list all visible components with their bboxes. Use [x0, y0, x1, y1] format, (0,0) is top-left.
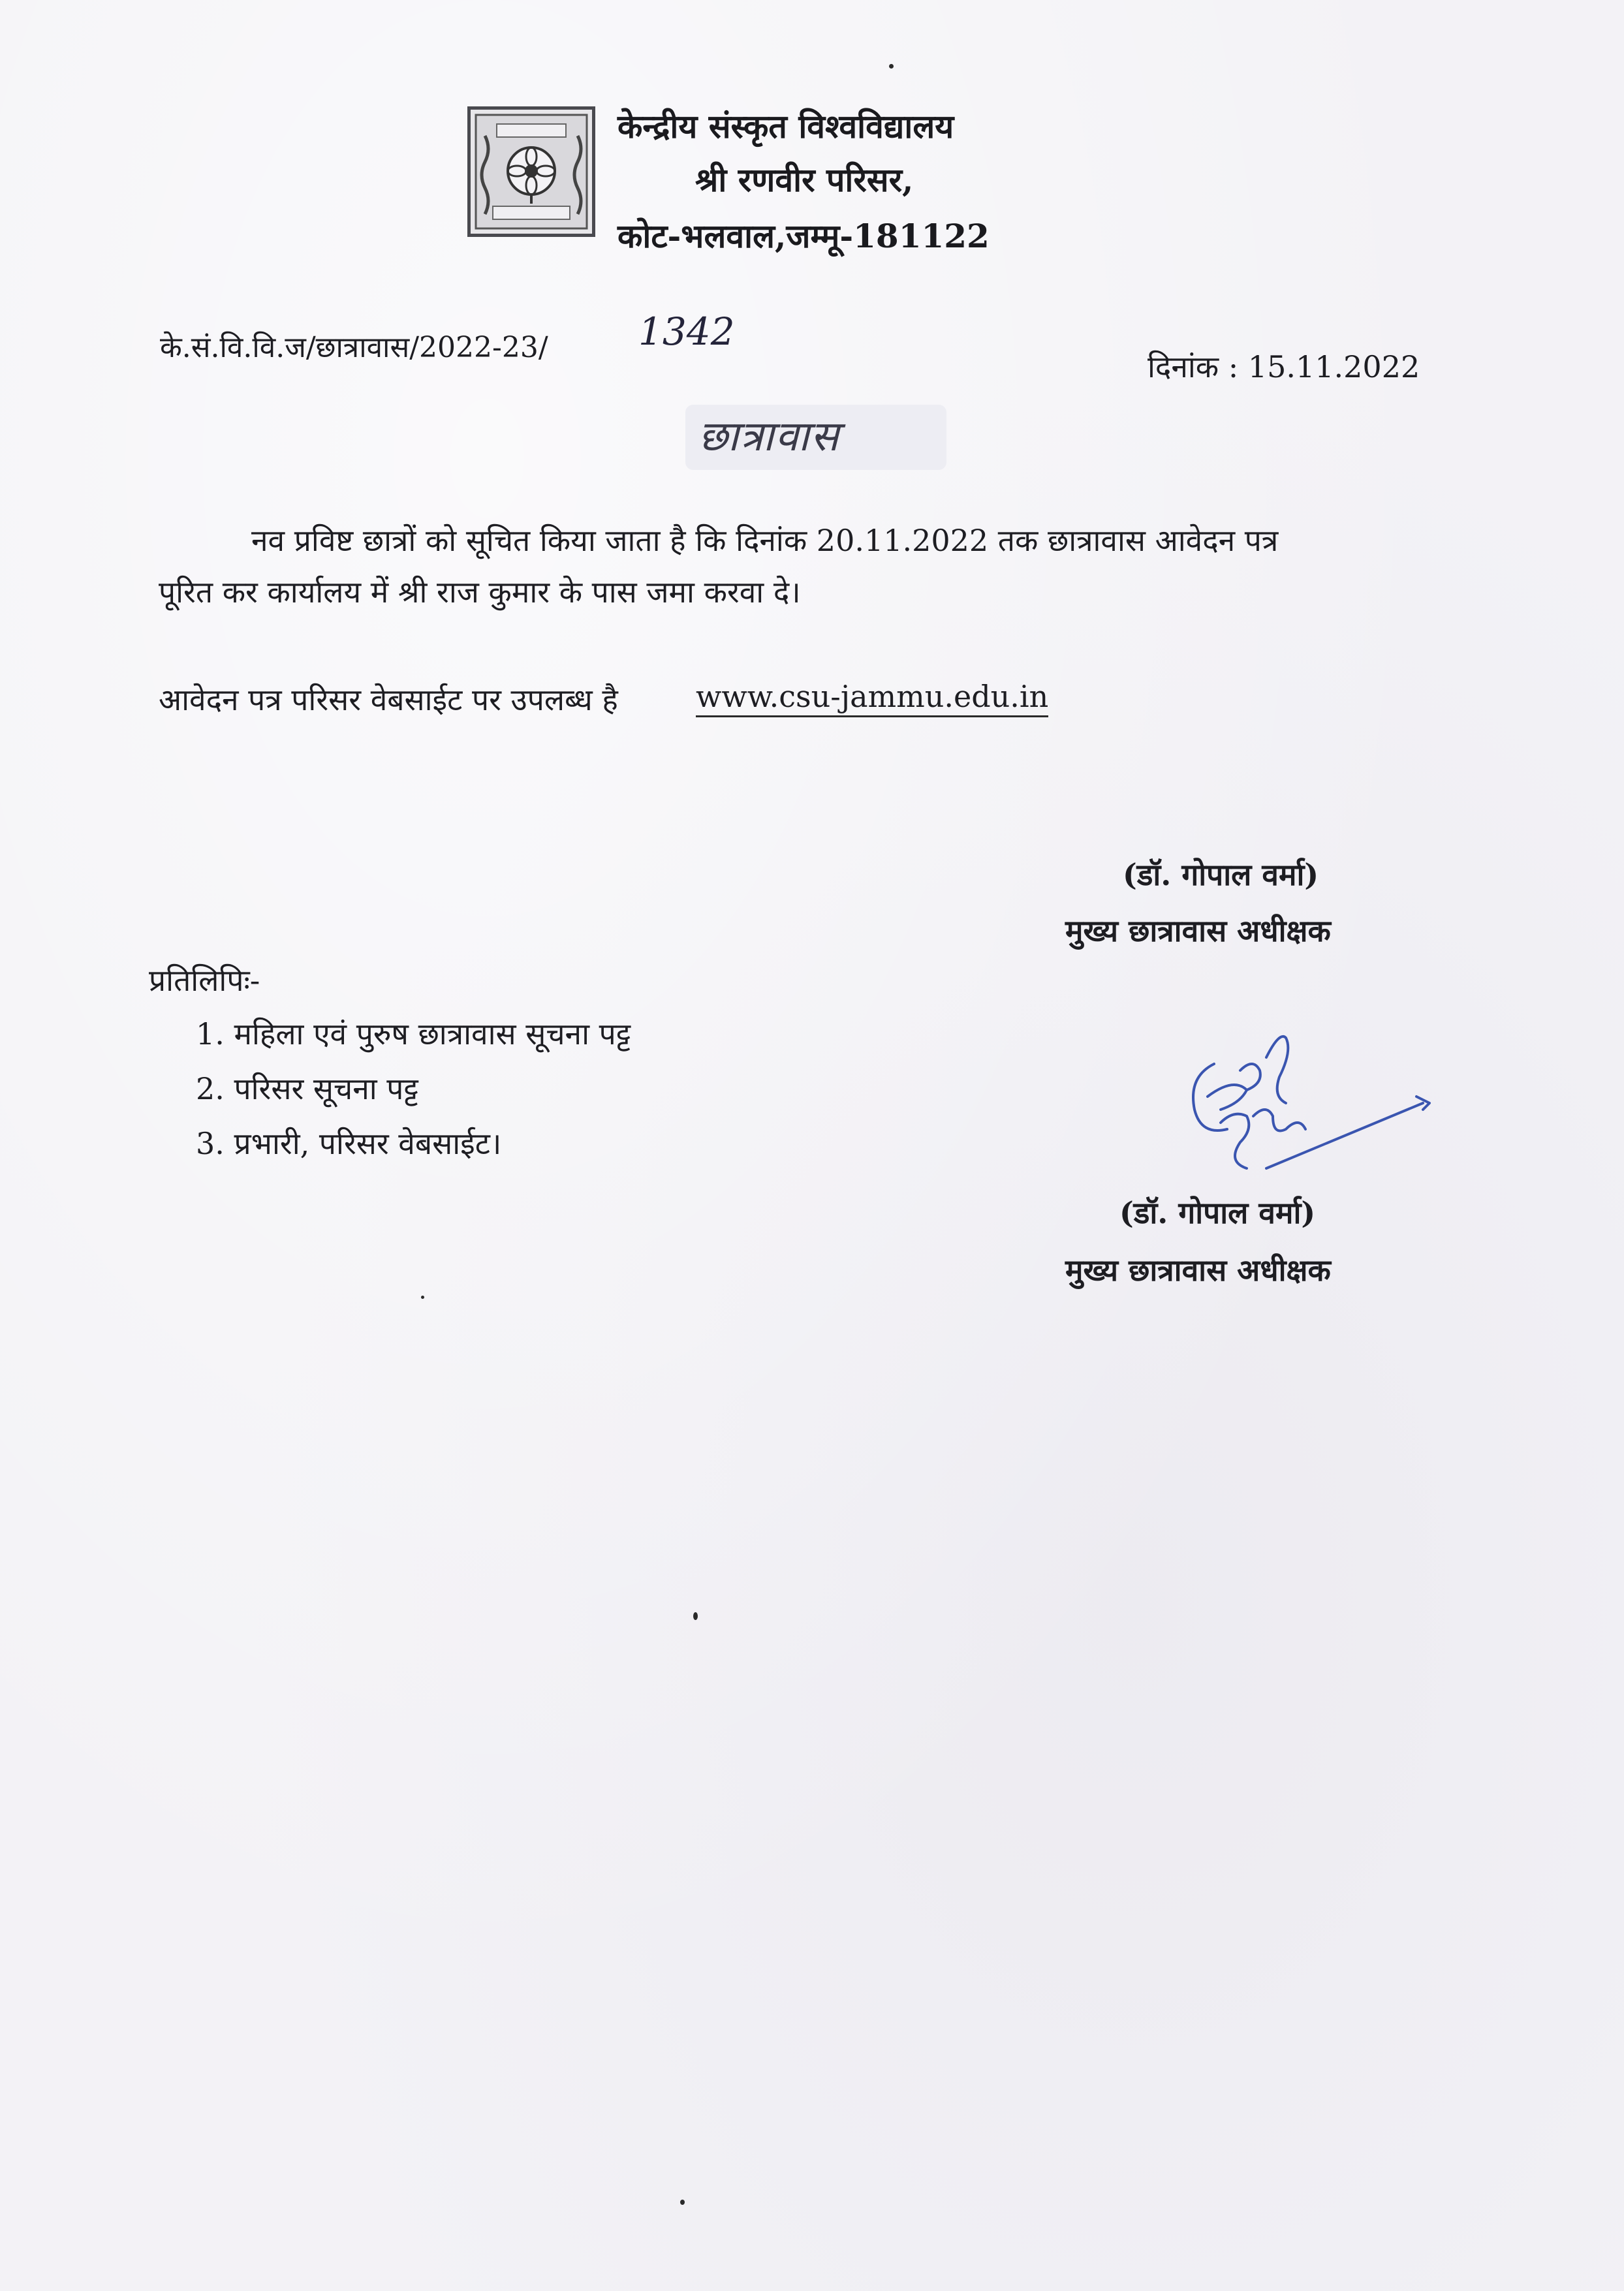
- reference-number: के.सं.वि.वि.ज/छात्रावास/2022-23/: [160, 331, 548, 364]
- copy-to-heading: प्रतिलिपिः-: [149, 963, 260, 998]
- notice-paragraph-line-1: नव प्रविष्ट छात्रों को सूचित किया जाता है कि दिनांक 20.11.2022 तक छात्रावास आवेदन पत्र: [251, 523, 1279, 558]
- signatory-name-top: (डॉ. गोपाल वर्मा): [1123, 857, 1319, 892]
- handwritten-signature-icon: [1168, 1018, 1456, 1214]
- list-item: 2. परिसर सूचना पट्ट: [196, 1071, 418, 1106]
- website-availability-text: आवेदन पत्र परिसर वेबसाईट पर उपलब्ध है: [159, 682, 618, 717]
- copy-to-list: [196, 1013, 631, 1177]
- scan-speck: [421, 1296, 424, 1299]
- scan-speck: [680, 2200, 685, 2205]
- list-item: 3. प्रभारी, परिसर वेबसाईट।: [196, 1126, 502, 1161]
- letterhead-university-name: केन्द्रीय संस्कृत विश्वविद्यालय: [617, 107, 954, 146]
- list-item: 1. महिला एवं पुरुष छात्रावास सूचना पट्ट: [196, 1016, 631, 1052]
- letterhead-address: कोट-भलवाल,जम्मू-181122: [617, 217, 990, 255]
- handwritten-dispatch-number: 1342: [638, 309, 735, 354]
- website-link[interactable]: www.csu-jammu.edu.in: [696, 679, 1048, 717]
- signatory-name-bottom: (डॉ. गोपाल वर्मा): [1119, 1195, 1316, 1230]
- letterhead-campus-name: श्री रणवीर परिसर,: [695, 161, 914, 199]
- scan-speck: [693, 1612, 698, 1620]
- signatory-title-top: मुख्य छात्रावास अधीक्षक: [1065, 913, 1331, 948]
- notice-paragraph-line-2: पूरित कर कार्यालय में श्री राज कुमार के पास जमा करवा दे।: [159, 574, 801, 610]
- scan-speck: [889, 64, 894, 69]
- signatory-title-bottom: मुख्य छात्रावास अधीक्षक: [1065, 1253, 1331, 1288]
- notice-date: दिनांक : 15.11.2022: [1148, 349, 1420, 384]
- handwritten-hostel-note: छात्रावास: [698, 413, 840, 461]
- university-emblem-icon: [467, 106, 595, 237]
